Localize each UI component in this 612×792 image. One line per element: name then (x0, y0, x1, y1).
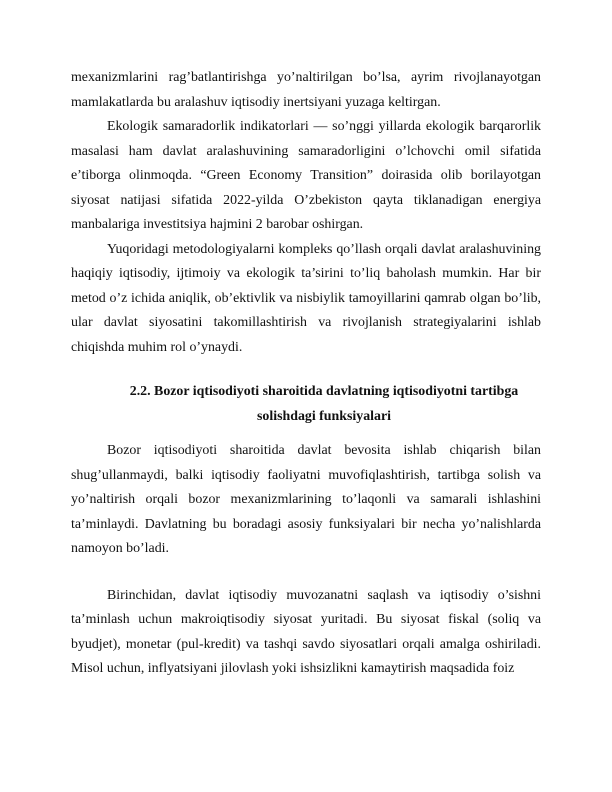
paragraph-continuation: mexanizmlarini rag’batlantirishga yo’naltirilgan bo’lsa, ayrim rivojlanayotgan mamlakatlarda bu aralashuv iqtisodiy inertsiyani yuzaga keltirgan. (71, 70, 541, 110)
section-heading-line-2: solishdagi funksiyalari (257, 408, 391, 424)
paragraph-spacer (71, 562, 541, 584)
paragraph-methodology-summary: Yuqoridagi metodologiyalarni kompleks qo’llash orqali davlat aralashuvining haqiqiy iqtisodiy, ijtimoiy va ekologik ta’sirini to’liq baholash mumkin. Har bir metod o’z ichida aniqlik, ob’ektivlik va nisbiylik tamoyillarini qamrab olgan bo’lib, ular davlat siyosatini takomillashtirish va rivojlanish strategiyalarini ishlab chiqishda muhim rol o’ynaydi. (71, 241, 541, 355)
section-heading (71, 380, 541, 429)
paragraph-ecological-indicators: Ekologik samaradorlik indikatorlari — so’nggi yillarda ekologik barqarorlik masalasi ham davlat aralashuvining samaradorligini o’lchovchi omil sifatida e’tiborga olinmoqda. “Green Economy Transition” doirasida olib borilayotgan siyosat natijasi sifatida 2022-yilda O’zbekiston qayta tiklanadigan energiya manbalariga investitsiya hajmini 2 barobar oshirgan. (71, 119, 541, 232)
paragraph-macroeconomic-policy: Birinchidan, davlat iqtisodiy muvozanatni saqlash va iqtisodiy o’sishni ta’minlash uchun makroiqtisodiy siyosat yuritadi. Bu siyosat fiskal (soliq va byudjet), monetar (pul-kredit) va tashqi savdo siyosatlari orqali amalga oshiriladi. Misol uchun, inflyatsiyani jilovlash yoki ishsizlikni kamaytirish maqsadida foiz (71, 587, 541, 676)
section-heading-line-1: 2.2. Bozor iqtisodiyoti sharoitida davlatning iqtisodiyotni tartibga (129, 384, 519, 399)
paragraph-state-role: Bozor iqtisodiyoti sharoitida davlat bevosita ishlab chiqarish bilan shug’ullanmaydi, balki iqtisodiy faoliyatni muvofiqlashtirish, tartibga solish va yo’naltirish orqali bozor mexanizmlarining to’laqonli va samarali ishlashini ta’minlaydi. Davlatning bu boradagi asosiy funksiyalari bir necha yo’nalishlarda namoyon bo’ladi. (71, 443, 541, 556)
